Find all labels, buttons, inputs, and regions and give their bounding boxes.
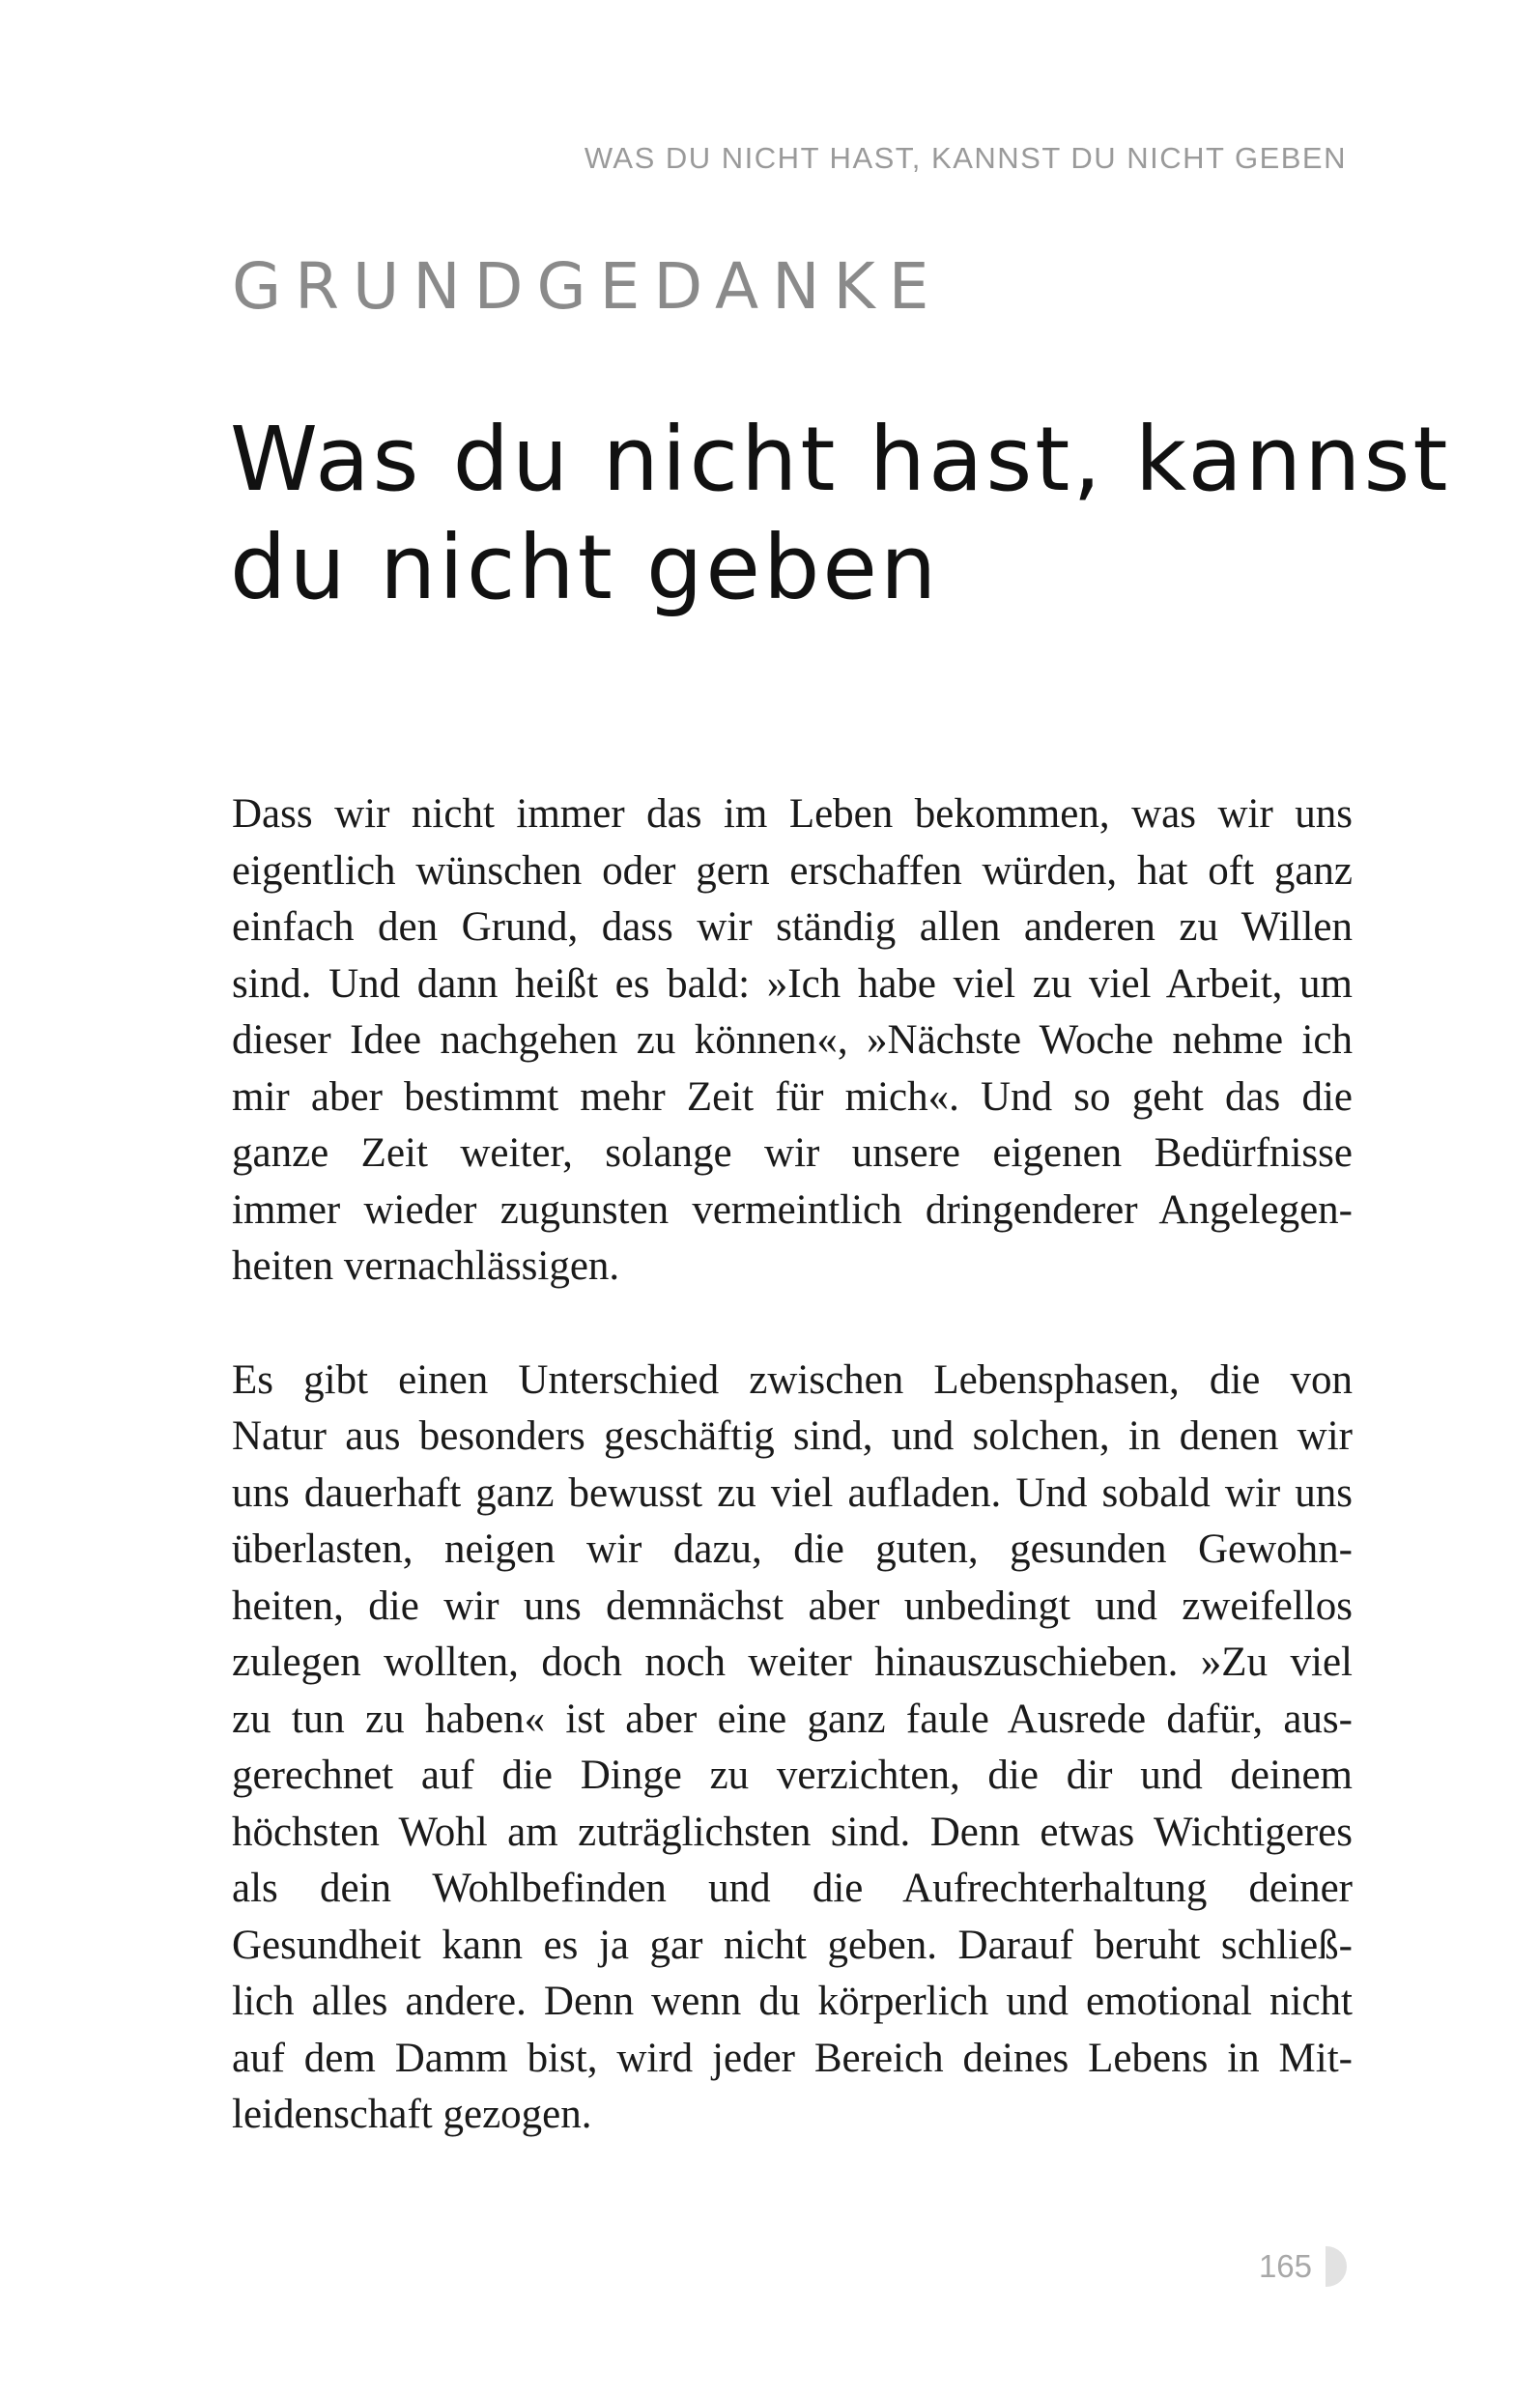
text-line: immer wieder zugunsten vermeintlich dringenderer Angelegen-: [232, 1186, 1353, 1233]
text-line: auf dem Damm bist, wird jeder Bereich deines Lebens in Mit-: [232, 2035, 1353, 2081]
text-line: Dass wir nicht immer das im Leben bekommen, was wir uns: [232, 791, 1353, 837]
chapter-title-line: du nicht geben: [230, 516, 940, 619]
chapter-title-line: Was du nicht hast, kannst: [230, 408, 1451, 511]
text-line: mir aber bestimmt mehr Zeit für mich«. Und so geht das die: [232, 1073, 1353, 1120]
text-line: einfach den Grund, dass wir ständig allen anderen zu Willen: [232, 904, 1353, 950]
text-line: eigentlich wünschen oder gern erschaffen würden, hat oft ganz: [232, 847, 1353, 894]
text-line: sind. Und dann heißt es bald: »Ich habe viel zu viel Arbeit, um: [232, 960, 1353, 1007]
text-line: leidenschaft gezogen.: [232, 2092, 592, 2137]
text-line: ganze Zeit weiter, solange wir unsere eigenen Bedürfnisse: [232, 1130, 1353, 1176]
text-line: uns dauerhaft ganz bewusst zu viel aufladen. Und sobald wir uns: [232, 1469, 1353, 1516]
paragraph-2: [232, 1353, 1353, 2144]
text-line: dieser Idee nachgehen zu können«, »Nächste Woche nehme ich: [232, 1017, 1353, 1063]
text-line: überlasten, neigen wir dazu, die guten, gesunden Gewohn-: [232, 1526, 1353, 1572]
page-number: 165: [1258, 2248, 1312, 2284]
text-line: heiten vernachlässigen.: [232, 1243, 620, 1289]
text-line: zulegen wollten, doch noch weiter hinauszuschieben. »Zu viel: [232, 1640, 1353, 1685]
page-edge-tab: [1326, 2246, 1347, 2287]
text-line: heiten, die wir uns demnächst aber unbedingt und zweifellos: [232, 1583, 1353, 1629]
text-line: Es gibt einen Unterschied zwischen Lebensphasen, die von: [232, 1356, 1353, 1403]
running-header: WAS DU NICHT HAST, KANNST DU NICHT GEBEN: [584, 141, 1347, 175]
chapter-title: [230, 406, 1451, 622]
text-line: Gesundheit kann es ja gar nicht geben. Darauf beruht schließ-: [232, 1922, 1353, 1968]
text-line: Natur aus besonders geschäftig sind, und solchen, in denen wir: [232, 1413, 1353, 1459]
text-line: gerechnet auf die Dinge zu verzichten, die dir und deinem: [232, 1753, 1353, 1798]
text-line: zu tun zu haben« ist aber eine ganz faule Ausrede dafür, aus-: [232, 1696, 1353, 1742]
body-text: [232, 786, 1353, 2144]
page-footer: [1259, 2246, 1347, 2287]
paragraph-1: [232, 786, 1353, 1296]
text-line: als dein Wohlbefinden und die Aufrechterhaltung deiner: [232, 1866, 1353, 1911]
section-label: GRUNDGEDANKE: [232, 249, 943, 324]
text-line: lich alles andere. Denn wenn du körperlich und emotional nicht: [232, 1979, 1353, 2024]
text-line: höchsten Wohl am zuträglichsten sind. Denn etwas Wichtigeres: [232, 1809, 1353, 1855]
